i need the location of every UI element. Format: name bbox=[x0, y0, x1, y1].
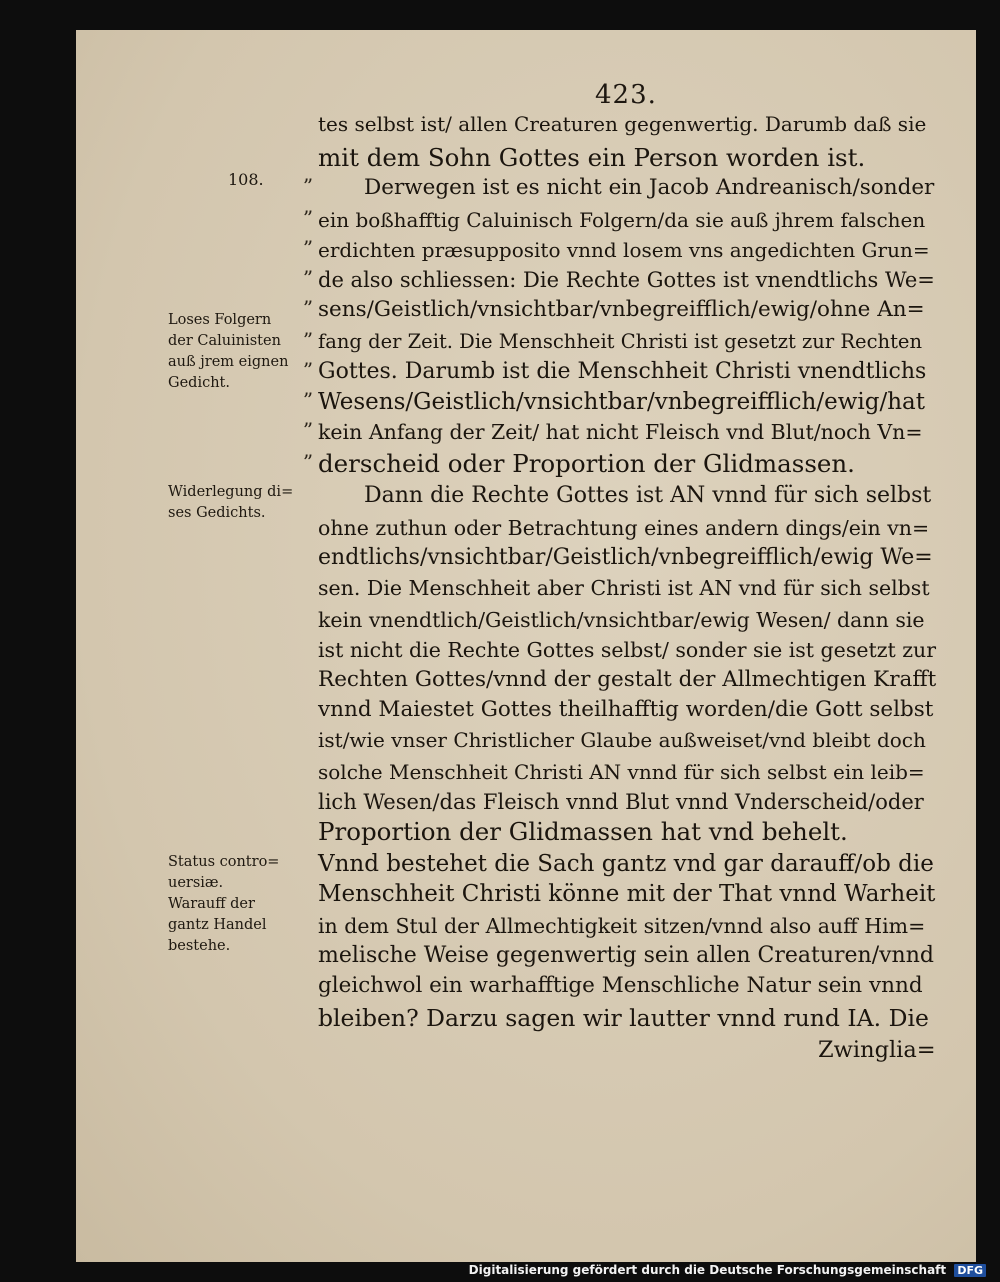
quotation-mark: ” bbox=[302, 450, 314, 474]
quotation-mark: ” bbox=[302, 296, 314, 320]
body-line: erdichten præsupposito vnnd losem vns angedichten Grun= bbox=[318, 238, 930, 262]
margin-note-line: Status contro= bbox=[168, 854, 280, 870]
margin-number: 108. bbox=[228, 170, 264, 189]
page-number: 423. bbox=[595, 80, 657, 110]
quotation-mark: ” bbox=[302, 266, 314, 290]
body-line: Gottes. Darumb ist die Menschheit Christi vnendtlichs bbox=[318, 359, 927, 384]
footer-text: Digitalisierung gefördert durch die Deutsche Forschungsgemeinschaft bbox=[468, 1263, 947, 1277]
body-line: Derwegen ist es nicht ein Jacob Andreanisch/sonder bbox=[364, 175, 935, 200]
body-line: in dem Stul der Allmechtigkeit sitzen/vnnd also auff Him= bbox=[318, 914, 926, 938]
dfg-logo: DFG bbox=[954, 1264, 986, 1277]
body-line: Menschheit Christi könne mit der That vnnd Warheit bbox=[318, 881, 936, 907]
margin-note-line: Gedicht. bbox=[168, 375, 230, 391]
margin-note-widerlegung bbox=[168, 482, 314, 524]
margin-note-loses-folgern bbox=[168, 310, 314, 394]
body-line: kein vnendtlich/Geistlich/vnsichtbar/ewig Wesen/ dann sie bbox=[318, 608, 925, 632]
margin-note-line: Warauff der bbox=[168, 896, 255, 912]
quotation-mark: ” bbox=[302, 328, 314, 352]
body-line: sen. Die Menschheit aber Christi ist AN vnd für sich selbst bbox=[318, 576, 930, 600]
body-line: ohne zuthun oder Betrachtung eines andern dings/ein vn= bbox=[318, 516, 930, 540]
body-line: solche Menschheit Christi AN vnnd für sich selbst ein leib= bbox=[318, 760, 925, 784]
margin-note-status-controversiae bbox=[168, 852, 314, 957]
digitization-credit bbox=[469, 1263, 986, 1277]
body-line: ist nicht die Rechte Gottes selbst/ sonder sie ist gesetzt zur bbox=[318, 638, 937, 662]
body-line: gleichwol ein warhafftige Menschliche Natur sein vnnd bbox=[318, 973, 923, 998]
body-line: fang der Zeit. Die Menschheit Christi ist gesetzt zur Rechten bbox=[318, 330, 923, 353]
body-line: bleiben? Darzu sagen wir lautter vnnd rund IA. Die bbox=[318, 1004, 929, 1032]
quotation-mark: ” bbox=[302, 388, 314, 412]
body-line: ein boßhafftig Caluinisch Folgern/da sie auß jhrem falschen bbox=[318, 208, 926, 232]
quotation-mark: ” bbox=[302, 174, 314, 198]
body-line: kein Anfang der Zeit/ hat nicht Fleisch vnd Blut/noch Vn= bbox=[318, 420, 923, 444]
body-line: Wesens/Geistlich/vnsichtbar/vnbegreifflich/ewig/hat bbox=[318, 389, 925, 415]
margin-note-line: ses Gedichts. bbox=[168, 505, 266, 521]
body-line: melische Weise gegenwertig sein allen Creaturen/vnnd bbox=[318, 943, 934, 968]
margin-note-line: bestehe. bbox=[168, 938, 231, 954]
body-line: sens/Geistlich/vnsichtbar/vnbegreifflich/ewig/ohne An= bbox=[318, 297, 925, 322]
body-line: derscheid oder Proportion der Glidmassen. bbox=[318, 449, 855, 478]
quotation-mark: ” bbox=[302, 236, 314, 260]
margin-note-line: Widerlegung di= bbox=[168, 484, 294, 500]
body-line: Zwinglia= bbox=[818, 1037, 936, 1063]
margin-note-line: Loses Folgern bbox=[168, 312, 272, 328]
body-line: Rechten Gottes/vnnd der gestalt der Allmechtigen Krafft bbox=[318, 667, 937, 692]
body-line: tes selbst ist/ allen Creaturen gegenwertig. Darumb daß sie bbox=[318, 112, 927, 136]
body-line: Dann die Rechte Gottes ist AN vnnd für sich selbst bbox=[364, 483, 932, 508]
body-line: endtlichs/vnsichtbar/Geistlich/vnbegreifflich/ewig We= bbox=[318, 545, 933, 570]
margin-note-line: auß jrem eignen bbox=[168, 354, 289, 370]
margin-note-line: gantz Handel bbox=[168, 917, 267, 933]
quotation-mark: ” bbox=[302, 206, 314, 230]
body-line: vnnd Maiestet Gottes theilhafftig worden/die Gott selbst bbox=[318, 697, 934, 722]
body-line: lich Wesen/das Fleisch vnnd Blut vnnd Vnderscheid/oder bbox=[318, 790, 924, 814]
body-line: Vnnd bestehet die Sach gantz vnd gar darauff/ob die bbox=[318, 851, 934, 877]
body-line: de also schliessen: Die Rechte Gottes ist vnendtlichs We= bbox=[318, 268, 935, 292]
quotation-mark: ” bbox=[302, 418, 314, 442]
quotation-mark: ” bbox=[302, 358, 314, 382]
margin-note-line: der Caluinisten bbox=[168, 333, 281, 349]
body-line: Proportion der Glidmassen hat vnd behelt. bbox=[318, 817, 848, 846]
margin-note-line: uersiæ. bbox=[168, 875, 224, 891]
body-line: mit dem Sohn Gottes ein Person worden ist. bbox=[318, 143, 866, 172]
body-line: ist/wie vnser Christlicher Glaube außweiset/vnd bleibt doch bbox=[318, 728, 926, 752]
